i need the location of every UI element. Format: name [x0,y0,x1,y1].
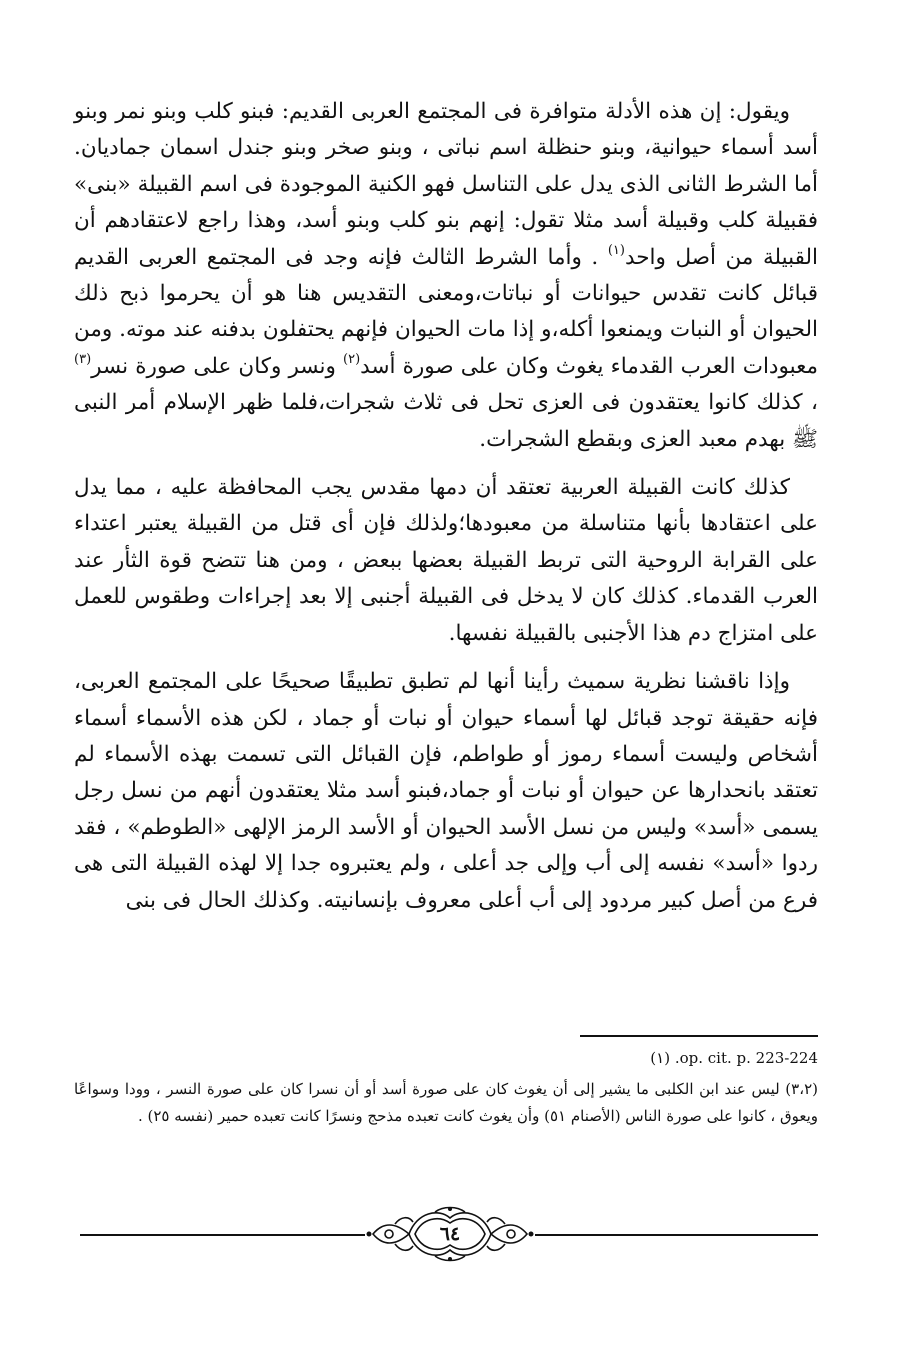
paragraph-2: كذلك كانت القبيلة العربية تعتقد أن دمها مقدس يجب المحافظة عليه ، مما يدل على اعتقادها بأنها متناسلة من معبودها؛ولذلك فإن أى قتل من القبيلة يعتبر اعتداء على القرابة الروحية التى تربط القبيلة بعضها ببعض ، ومن هنا تتضح قوة الثأر عند العرب القدماء. كذلك كان لا يدخل فى القبيلة أجنبى إلا بعد إجراءات وطقوس للعمل على امتزاج دم هذا الأجنبى بالقبيلة نفسها. [74,475,818,646]
footnote-2-3: (٣،٢) ليس عند ابن الكلبى ما يشير إلى أن يغوث كان على صورة أسد أو أن نسرا كان على صورة النسر ، وودا وسواعًا ويعوق ، كانوا على صورة الناس (الأصنام ٥١) وأن يغوث كانت تعبده مذحج ونسرًا كانت تعبده حمير (نفسه ٢٥) . [74,1080,818,1125]
footnote-ref-1: (١) [607,242,625,258]
footnote-ref-2: (٢) [343,351,361,367]
paragraph-1-part-b: . وأما الشرط الثالث فإنه وجد فى المجتمع العربى القديم قبائل كانت تقدس حيوانات أو نباتات،ومعنى التقديس هنا هو أن يحرموا ذبح ذلك الحيوان أو النبات ويمنعوا أكله،و إذا مات الحيوان فإنهم يحتفلون بدفنه عند موته. ومن معبودات العرب القدماء يغوث وكان على صورة أسد [74,244,818,379]
paragraph-1-part-d: ، كذلك كانوا يعتقدون فى العزى تحل فى ثلاث شجرات،فلما ظهر الإسلام أمر النبى ﷺ بهدم معبد العزى وبقطع الشجرات. [74,390,818,452]
footnote-ref-3: (٣) [74,351,92,367]
footnote-divider [580,1035,818,1037]
paragraph-1 [74,94,818,458]
footnote-1: op. cit. p. 223-224. (١) [650,1049,818,1067]
footer-rule-left [80,1234,365,1236]
paragraph-3: وإذا ناقشنا نظرية سميث رأينا أنها لم تطبق تطبيقًا صحيحًا على المجتمع العربى، فإنه حقيقة توجد قبائل لها أسماء حيوان أو نبات أو جماد ، لكن هذه الأسماء أسماء أشخاص وليست أسماء رموز أو طواطم، فإن القبائل التى تسمت بهذه الأسماء لم تعتقد بانحدارها عن حيوان أو نبات أو جماد،فبنو أسد مثلا يعتقدون أنهم من نسل رجل يسمى «أسد» وليس من نسل الأسد الحيوان أو الأسد الرمز الإلهى «الطوطم» ، فقد ردوا «أسد» نفسه إلى أب وإلى جد أعلى ، ولم يعتبروه جدا إلا لهذه القبيلة التى هى فرع من أصل كبير مردود إلى أب أعلى معروف بإنسانيته. وكذلك الحال فى بنى [74,669,818,913]
footnotes [74,1045,818,1130]
page-footer [80,1204,818,1264]
page-number: ٦٤ [439,1223,461,1245]
footer-rule-right [535,1234,818,1236]
paragraph-1-part-c: ونسر وكان على صورة نسر [91,353,344,379]
body-text [74,94,818,931]
paragraph-1-part-a: ويقول: إن هذه الأدلة متوافرة فى المجتمع العربى القديم: فبنو كلب وبنو نمر وبنو أسد أسماء حيوانية، وبنو حنظلة اسم نباتى ، وبنو صخر وبنو جندل اسمان جماديان. أما الشرط الثانى الذى يدل على التناسل فهو الكنية الموجودة فى اسم القبيلة «بنى» فقبيلة كلب وقبيلة أسد مثلا تقول: إنهم بنو كلب وبنو أسد، وهذا راجع لاعتقادهم أن القبيلة من أصل واحد [74,99,818,270]
